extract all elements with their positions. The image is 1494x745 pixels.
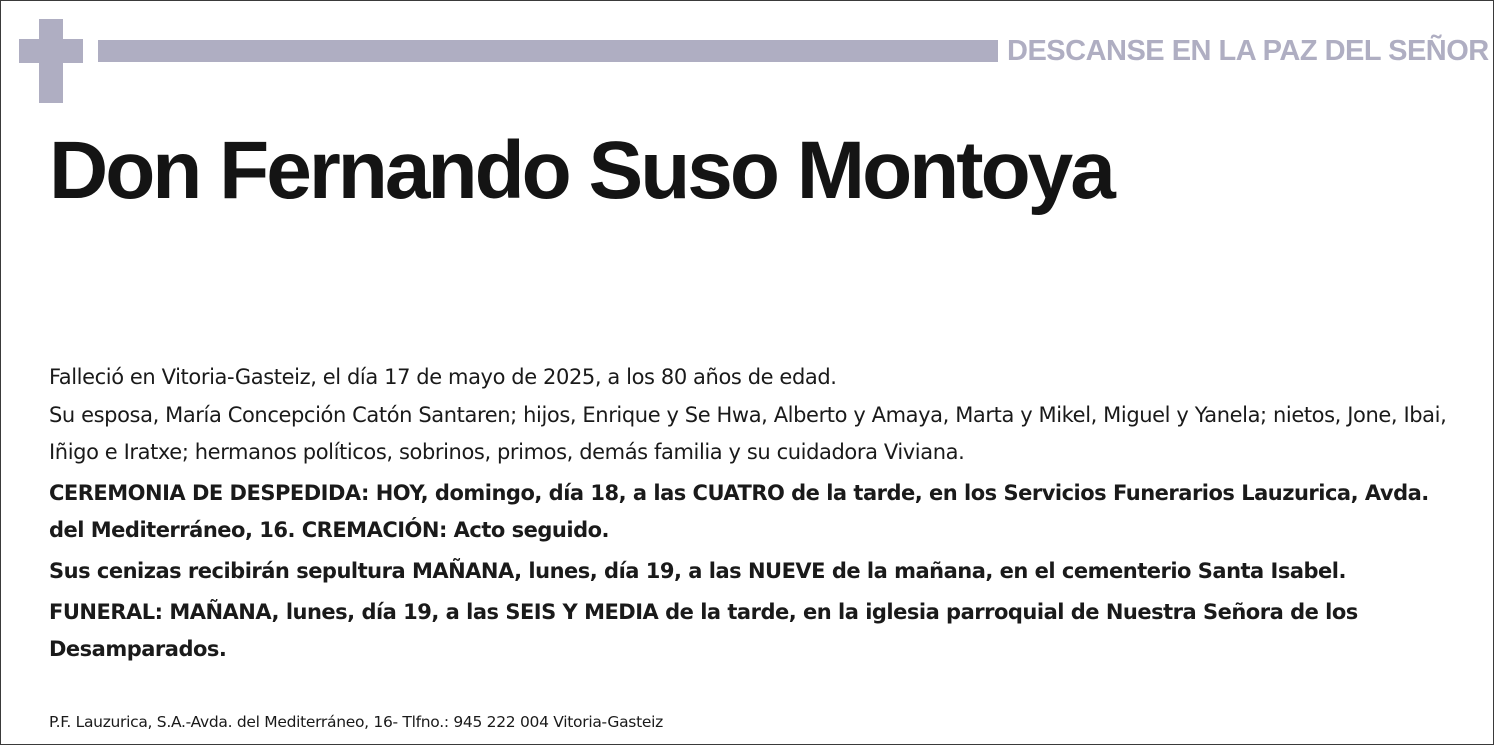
- ceremony-notice: CEREMONIA DE DESPEDIDA: HOY, domingo, día 18, a las CUATRO de la tarde, en los Servicios Funerarios Lauzurica, Avda. del Mediterráneo, 16. CREMACIÓN: Acto seguido.: [49, 481, 1429, 542]
- notice-body: [49, 359, 1469, 672]
- death-statement: Falleció en Vitoria-Gasteiz, el día 17 de mayo de 2025, a los 80 años de edad.: [49, 365, 837, 389]
- header-motto: DESCANSE EN LA PAZ DEL SEÑOR: [1007, 35, 1489, 67]
- cross-icon-bar: [19, 39, 83, 63]
- funeral-home-contact: P.F. Lauzurica, S.A.-Avda. del Mediterráneo, 16- Tlfno.: 945 222 004 Vitoria-Gasteiz: [49, 713, 663, 731]
- funeral-notice: FUNERAL: MAÑANA, lunes, día 19, a las SEIS Y MEDIA de la tarde, en la iglesia parroquial de Nuestra Señora de los Desamparados.: [49, 600, 1358, 661]
- family-list: Su esposa, María Concepción Catón Santaren; hijos, Enrique y Se Hwa, Alberto y Amaya, Marta y Mikel, Miguel y Yanela; nietos, Jone, Ibai, Iñigo e Iratxe; hermanos políticos, sobrinos, primos, demás familia y su cuidadora Viviana.: [49, 403, 1447, 464]
- deceased-name: Don Fernando Suso Montoya: [49, 125, 1113, 216]
- burial-notice: Sus cenizas recibirán sepultura MAÑANA, lunes, día 19, a las NUEVE de la mañana, en el cementerio Santa Isabel.: [49, 559, 1346, 583]
- header-divider-bar: [98, 40, 998, 62]
